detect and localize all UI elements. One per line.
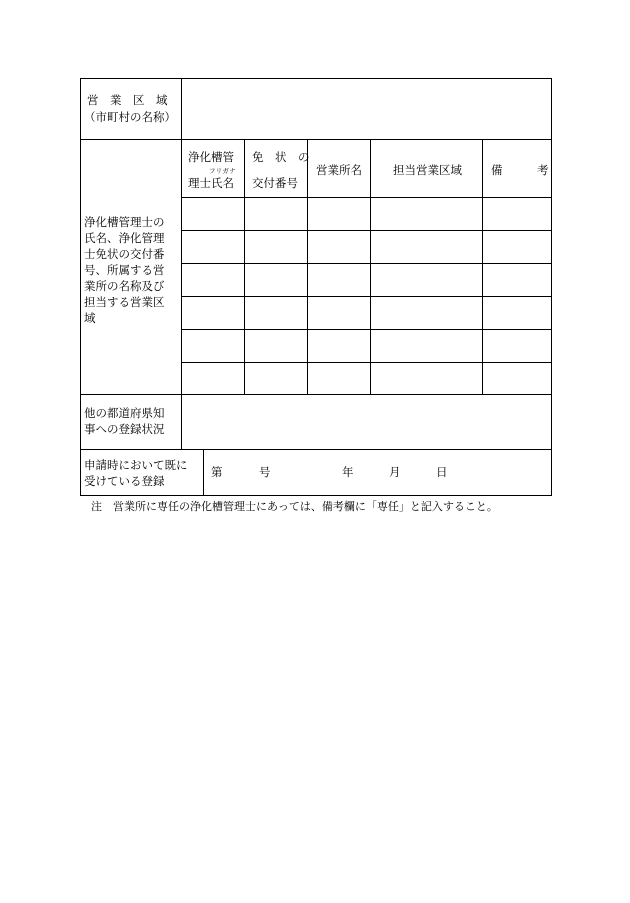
managers-label-line: 担当する営業区 — [84, 295, 165, 309]
other-prefecture-value-cell[interactable] — [181, 394, 552, 450]
other-prefecture-label-cell — [80, 394, 182, 450]
license-number-cell[interactable] — [245, 264, 307, 296]
zone-cell[interactable] — [371, 198, 482, 230]
zone-cell[interactable] — [371, 231, 482, 263]
header-remarks: 備 考 — [491, 163, 549, 177]
footnote: 注 営業所に専任の浄化槽管理士にあっては、備考欄に「専任」と記入すること。 — [91, 500, 498, 513]
zone-cell[interactable] — [371, 363, 482, 394]
header-license-line1: 免 状 の — [252, 150, 310, 164]
license-number-cell[interactable] — [245, 198, 307, 230]
managers-label-line: 氏名、浄化管理 — [84, 231, 165, 245]
office-name-cell[interactable] — [308, 264, 370, 296]
header-name-ruby: フリガナ — [209, 167, 236, 175]
header-name-line2: 理士氏名 — [188, 176, 234, 190]
existing-registration-label-line1: 申請時において既に — [84, 458, 188, 472]
manager-name-cell[interactable] — [182, 363, 244, 394]
manager-name-cell[interactable] — [182, 231, 244, 263]
zone-cell[interactable] — [371, 297, 482, 329]
table-row — [182, 330, 551, 362]
table-row — [182, 297, 551, 329]
office-name-cell[interactable] — [308, 330, 370, 362]
remarks-cell[interactable] — [483, 330, 551, 362]
table-row — [182, 231, 551, 263]
existing-registration-label-cell — [80, 449, 204, 496]
existing-registration-label-line2: 受けている登録 — [84, 474, 165, 488]
header-office: 営業所名 — [316, 163, 362, 177]
header-name-line1: 浄化槽管 — [188, 150, 234, 164]
header-license-line2: 交付番号 — [252, 176, 298, 190]
license-number-cell[interactable] — [245, 231, 307, 263]
table-row — [182, 264, 551, 296]
license-number-cell[interactable] — [245, 330, 307, 362]
remarks-cell[interactable] — [483, 264, 551, 296]
existing-registration-value-cell[interactable] — [203, 449, 552, 496]
zone-cell[interactable] — [371, 330, 482, 362]
managers-label-cell — [80, 139, 182, 395]
managers-label-line: 域 — [84, 311, 96, 325]
area-label-line1: 営 業 区 域 — [87, 93, 168, 107]
other-prefecture-label-line2: 事への登録状況 — [84, 422, 165, 436]
registration-dai: 第 — [211, 465, 223, 479]
registration-hi: 日 — [436, 465, 448, 479]
registration-go: 号 — [259, 465, 271, 479]
manager-name-cell[interactable] — [182, 264, 244, 296]
registration-nen: 年 — [342, 465, 354, 479]
other-prefecture-label-line1: 他の都道府県知 — [84, 406, 165, 420]
remarks-cell[interactable] — [483, 231, 551, 263]
header-zone: 担当営業区域 — [393, 163, 462, 177]
registration-tsuki: 月 — [389, 465, 401, 479]
office-name-cell[interactable] — [308, 363, 370, 394]
remarks-cell[interactable] — [483, 198, 551, 230]
managers-label-line: 浄化槽管理士の — [84, 215, 165, 229]
managers-label-line: 号、所属する営 — [84, 263, 165, 277]
license-number-cell[interactable] — [245, 363, 307, 394]
license-number-cell[interactable] — [245, 297, 307, 329]
table-row — [182, 198, 551, 230]
managers-table — [181, 139, 552, 395]
remarks-cell[interactable] — [483, 297, 551, 329]
table-row — [182, 363, 551, 394]
area-label-line2: （市町村の名称） — [84, 110, 176, 124]
remarks-cell[interactable] — [483, 363, 551, 394]
manager-name-cell[interactable] — [182, 330, 244, 362]
zone-cell[interactable] — [371, 264, 482, 296]
managers-label-line: 業所の名称及び — [84, 279, 165, 293]
office-name-cell[interactable] — [308, 198, 370, 230]
manager-name-cell[interactable] — [182, 297, 244, 329]
area-value-cell[interactable] — [181, 78, 552, 140]
area-label-cell — [80, 78, 182, 140]
office-name-cell[interactable] — [308, 297, 370, 329]
manager-name-cell[interactable] — [182, 198, 244, 230]
managers-label-line: 士免状の交付番 — [84, 247, 165, 261]
office-name-cell[interactable] — [308, 231, 370, 263]
